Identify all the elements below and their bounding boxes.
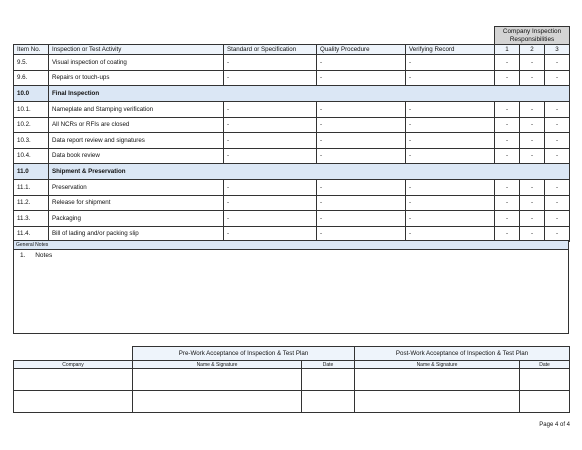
resp-1-cell[interactable]: - (495, 70, 520, 86)
general-notes-header: General Notes (14, 241, 568, 250)
standard-cell[interactable]: - (224, 211, 317, 227)
col-resp-2: 2 (520, 45, 545, 55)
standard-cell[interactable]: - (224, 180, 317, 196)
pre-name-signature-header: Name & Signature (133, 361, 302, 369)
pre-date-field[interactable] (302, 391, 355, 413)
record-cell[interactable]: - (406, 70, 495, 86)
resp-1-cell[interactable]: - (495, 102, 520, 118)
section-number: 10.0 (14, 86, 49, 102)
resp-3-cell[interactable]: - (545, 70, 570, 86)
post-signature-field[interactable] (355, 369, 520, 391)
procedure-cell[interactable]: - (317, 211, 406, 227)
resp-1-cell[interactable]: - (495, 180, 520, 196)
table-row (14, 148, 570, 164)
record-cell[interactable]: - (406, 180, 495, 196)
acceptance-row (14, 391, 570, 413)
procedure-cell[interactable]: - (317, 70, 406, 86)
notes-number: 1. (20, 252, 26, 259)
standard-cell[interactable]: - (224, 148, 317, 164)
post-date-field[interactable] (520, 369, 570, 391)
resp-1-cell[interactable]: - (495, 148, 520, 164)
activity-cell: Packaging (49, 211, 224, 227)
resp-2-cell[interactable]: - (520, 180, 545, 196)
resp-2-cell[interactable]: - (520, 102, 545, 118)
record-cell[interactable]: - (406, 133, 495, 149)
resp-1-cell[interactable]: - (495, 133, 520, 149)
activity-cell: Data report review and signatures (49, 133, 224, 149)
col-standard: Standard or Specification (224, 45, 317, 55)
resp-3-cell[interactable]: - (545, 211, 570, 227)
record-cell[interactable]: - (406, 195, 495, 211)
resp-1-cell[interactable]: - (495, 117, 520, 133)
responsibilities-header: Company Inspection Responsibilities (495, 27, 570, 45)
activity-cell: Visual inspection of coating (49, 55, 224, 71)
section-row (14, 164, 570, 180)
procedure-cell[interactable]: - (317, 117, 406, 133)
activity-cell: All NCRs or RFIs are closed (49, 117, 224, 133)
col-record: Verifying Record (406, 45, 495, 55)
resp-1-cell[interactable]: - (495, 211, 520, 227)
record-cell[interactable]: - (406, 102, 495, 118)
record-cell[interactable]: - (406, 55, 495, 71)
post-name-signature-header: Name & Signature (355, 361, 520, 369)
resp-2-cell[interactable]: - (520, 117, 545, 133)
item-number: 9.6. (14, 70, 49, 86)
standard-cell[interactable]: - (224, 102, 317, 118)
procedure-cell[interactable]: - (317, 226, 406, 242)
pre-work-acceptance-header: Pre-Work Acceptance of Inspection & Test Plan (133, 347, 355, 361)
resp-3-cell[interactable]: - (545, 55, 570, 71)
col-procedure: Quality Procedure (317, 45, 406, 55)
acceptance-table (13, 346, 570, 413)
table-row (14, 55, 570, 71)
col-resp-1: 1 (495, 45, 520, 55)
procedure-cell[interactable]: - (317, 195, 406, 211)
procedure-cell[interactable]: - (317, 102, 406, 118)
record-cell[interactable]: - (406, 211, 495, 227)
pre-date-header: Date (302, 361, 355, 369)
item-number: 10.1. (14, 102, 49, 118)
pre-date-field[interactable] (302, 369, 355, 391)
table-row (14, 211, 570, 227)
activity-cell: Nameplate and Stamping verification (49, 102, 224, 118)
item-number: 10.3. (14, 133, 49, 149)
resp-1-cell[interactable]: - (495, 226, 520, 242)
table-row (14, 180, 570, 196)
section-title: Final Inspection (49, 86, 570, 102)
post-date-field[interactable] (520, 391, 570, 413)
resp-2-cell[interactable]: - (520, 211, 545, 227)
resp-3-cell[interactable]: - (545, 117, 570, 133)
resp-1-cell[interactable]: - (495, 195, 520, 211)
section-title: Shipment & Preservation (49, 164, 570, 180)
item-number: 11.1. (14, 180, 49, 196)
notes-text[interactable]: Notes (35, 252, 53, 259)
activity-cell: Data book review (49, 148, 224, 164)
standard-cell[interactable]: - (224, 133, 317, 149)
resp-2-cell[interactable]: - (520, 133, 545, 149)
resp-3-cell[interactable]: - (545, 180, 570, 196)
record-cell[interactable]: - (406, 148, 495, 164)
table-row (14, 102, 570, 118)
item-number: 10.4. (14, 148, 49, 164)
procedure-cell[interactable]: - (317, 133, 406, 149)
activity-cell: Release for shipment (49, 195, 224, 211)
resp-3-cell[interactable]: - (545, 102, 570, 118)
page-number: Page 4 of 4 (539, 422, 570, 428)
col-item-no: Item No. (14, 45, 49, 55)
activity-cell: Bill of lading and/or packing slip (49, 226, 224, 242)
resp-2-cell[interactable]: - (520, 195, 545, 211)
item-number: 11.2. (14, 195, 49, 211)
company-field[interactable] (14, 369, 133, 391)
post-work-acceptance-header: Post-Work Acceptance of Inspection & Test Plan (355, 347, 570, 361)
item-number: 11.4. (14, 226, 49, 242)
col-activity: Inspection or Test Activity (49, 45, 224, 55)
standard-cell[interactable]: - (224, 117, 317, 133)
standard-cell[interactable]: - (224, 70, 317, 86)
standard-cell[interactable]: - (224, 226, 317, 242)
post-date-header: Date (520, 361, 570, 369)
item-number: 10.2. (14, 117, 49, 133)
resp-2-cell[interactable]: - (520, 148, 545, 164)
post-signature-field[interactable] (355, 391, 520, 413)
resp-3-cell[interactable]: - (545, 195, 570, 211)
resp-2-cell[interactable]: - (520, 226, 545, 242)
table-row (14, 195, 570, 211)
resp-2-cell[interactable]: - (520, 70, 545, 86)
acceptance-row (14, 369, 570, 391)
notes-line (14, 250, 568, 259)
resp-2-cell[interactable]: - (520, 55, 545, 71)
general-notes-box (13, 240, 569, 334)
procedure-cell[interactable]: - (317, 55, 406, 71)
standard-cell[interactable]: - (224, 55, 317, 71)
activity-cell: Preservation (49, 180, 224, 196)
table-row (14, 117, 570, 133)
procedure-cell[interactable]: - (317, 148, 406, 164)
column-header-row (14, 45, 570, 55)
pre-signature-field[interactable] (133, 369, 302, 391)
section-number: 11.0 (14, 164, 49, 180)
item-number: 11.3. (14, 211, 49, 227)
inspection-table (13, 26, 570, 242)
table-row (14, 133, 570, 149)
table-row (14, 70, 570, 86)
col-resp-3: 3 (545, 45, 570, 55)
company-field[interactable] (14, 391, 133, 413)
resp-1-cell[interactable]: - (495, 55, 520, 71)
record-cell[interactable]: - (406, 226, 495, 242)
activity-cell: Repairs or touch-ups (49, 70, 224, 86)
resp-3-cell[interactable]: - (545, 226, 570, 242)
standard-cell[interactable]: - (224, 195, 317, 211)
record-cell[interactable]: - (406, 117, 495, 133)
item-number: 9.5. (14, 55, 49, 71)
table-body (14, 55, 570, 242)
company-col-header: Company (14, 361, 133, 369)
resp-3-cell[interactable]: - (545, 148, 570, 164)
pre-signature-field[interactable] (133, 391, 302, 413)
resp-3-cell[interactable]: - (545, 133, 570, 149)
section-row (14, 86, 570, 102)
procedure-cell[interactable]: - (317, 180, 406, 196)
